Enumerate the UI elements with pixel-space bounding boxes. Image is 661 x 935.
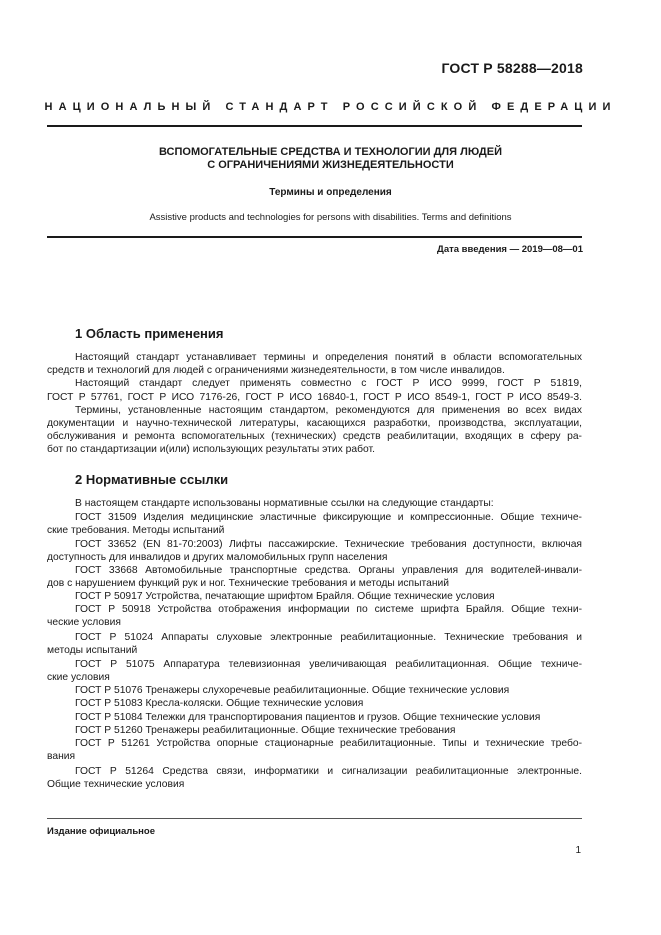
reference-line: ГОСТ 31509 Изделия медицинские эластичные фиксирующие и компрессионные. Общие техниче-: [75, 512, 582, 523]
reference-line: доступность для инвалидов и других маломобильных групп населения: [47, 552, 388, 563]
reference-line: методы испытаний: [47, 645, 138, 656]
top-divider: [47, 125, 582, 127]
section-1-heading: 1 Область применения: [75, 326, 224, 341]
reference-line: ГОСТ Р 51076 Тренажеры слухоречевые реабилитационные. Общие технические условия: [75, 685, 510, 696]
document-number: ГОСТ Р 58288—2018: [441, 60, 583, 76]
reference-line: ГОСТ Р 51083 Кресла-коляски. Общие технические условия: [75, 698, 364, 709]
reference-line: ческие условия: [47, 617, 121, 628]
reference-line: ГОСТ 33668 Автомобильные транспортные средства. Органы управления для водителей-инвали-: [75, 565, 582, 576]
reference-line: Общие технические условия: [47, 779, 185, 790]
official-edition-label: Издание официальное: [47, 826, 155, 837]
english-title: Assistive products and technologies for persons with disabilities. Terms and definitions: [149, 212, 512, 223]
reference-line: ГОСТ Р 51261 Устройства опорные стационарные реабилитационные. Типы и технические требо-: [75, 738, 582, 749]
footer-divider: [47, 818, 582, 819]
section-1-line: бот по стандартизации и(или) использующих результаты этих работ.: [47, 444, 375, 455]
section-1-line: обслуживания и ремонта вспомогательных (технических) средств реабилитации, входящих в сферу ра-: [47, 431, 582, 442]
reference-line: ГОСТ Р 51260 Тренажеры реабилитационные. Общие технические требования: [75, 725, 456, 736]
reference-line: ГОСТ Р 51024 Аппараты слуховые электронные реабилитационные. Технические требования и: [75, 632, 582, 643]
reference-line: ГОСТ Р 51084 Тележки для транспортирования пациентов и грузов. Общие технические условия: [75, 712, 541, 723]
document-title-line-1: ВСПОМОГАТЕЛЬНЫЕ СРЕДСТВА И ТЕХНОЛОГИИ ДЛЯ ЛЮДЕЙ: [159, 146, 502, 158]
reference-line: ГОСТ Р 51075 Аппаратура телевизионная увеличивающая реабилитационная. Общие техниче-: [75, 659, 582, 670]
reference-line: ГОСТ Р 50918 Устройства отображения информации по системе шрифта Брайля. Общие техни-: [75, 604, 582, 615]
reference-line: дов с нарушением функций рук и ног. Технические требования и методы испытаний: [47, 578, 450, 589]
introduction-date: Дата введения — 2019—08—01: [437, 244, 583, 255]
reference-line: вания: [47, 751, 76, 762]
section-1-line: Настоящий стандарт устанавливает термины и определения понятий в области вспомогательных: [75, 352, 582, 363]
page-number: 1: [575, 845, 581, 856]
reference-line: ские требования. Методы испытаний: [47, 525, 225, 536]
standard-title: НАЦИОНАЛЬНЫЙ СТАНДАРТ РОССИЙСКОЙ ФЕДЕРАЦИИ: [44, 101, 617, 113]
section-2-heading: 2 Нормативные ссылки: [75, 472, 229, 487]
title-divider: [47, 236, 582, 238]
section-1-line: Настоящий стандарт следует применять совместно с ГОСТ Р ИСО 9999, ГОСТ Р 51819,: [75, 378, 582, 389]
reference-line: ские условия: [47, 672, 110, 683]
section-1-line: средств и технологий для людей с ограничениями жизнедеятельности, в том числе инвалидов.: [47, 365, 505, 376]
reference-line: ГОСТ Р 50917 Устройства, печатающие шрифтом Брайля. Общие технические условия: [75, 591, 495, 602]
reference-line: ГОСТ 33652 (EN 81-70:2003) Лифты пассажирские. Технические требования доступности, включая: [75, 539, 582, 550]
section-1-line: Термины, установленные настоящим стандартом, рекомендуются для применения во всех видах: [75, 405, 582, 416]
section-1-line: ГОСТ Р 57761, ГОСТ Р ИСО 7176-26, ГОСТ Р ИСО 16840-1, ГОСТ Р ИСО 8549-1, ГОСТ Р ИСО 8549-3.: [47, 392, 582, 403]
document-subtitle: Термины и определения: [269, 187, 392, 198]
section-1-line: документации и научно-технической литературы, касающихся разработки, производства, эксплуатации,: [47, 418, 582, 429]
section-2-line: В настоящем стандарте использованы нормативные ссылки на следующие стандарты:: [75, 498, 494, 509]
reference-line: ГОСТ Р 51264 Средства связи, информатики и сигнализации реабилитационные электронные.: [75, 766, 582, 777]
document-title-line-2: С ОГРАНИЧЕНИЯМИ ЖИЗНЕДЕЯТЕЛЬНОСТИ: [207, 159, 454, 171]
